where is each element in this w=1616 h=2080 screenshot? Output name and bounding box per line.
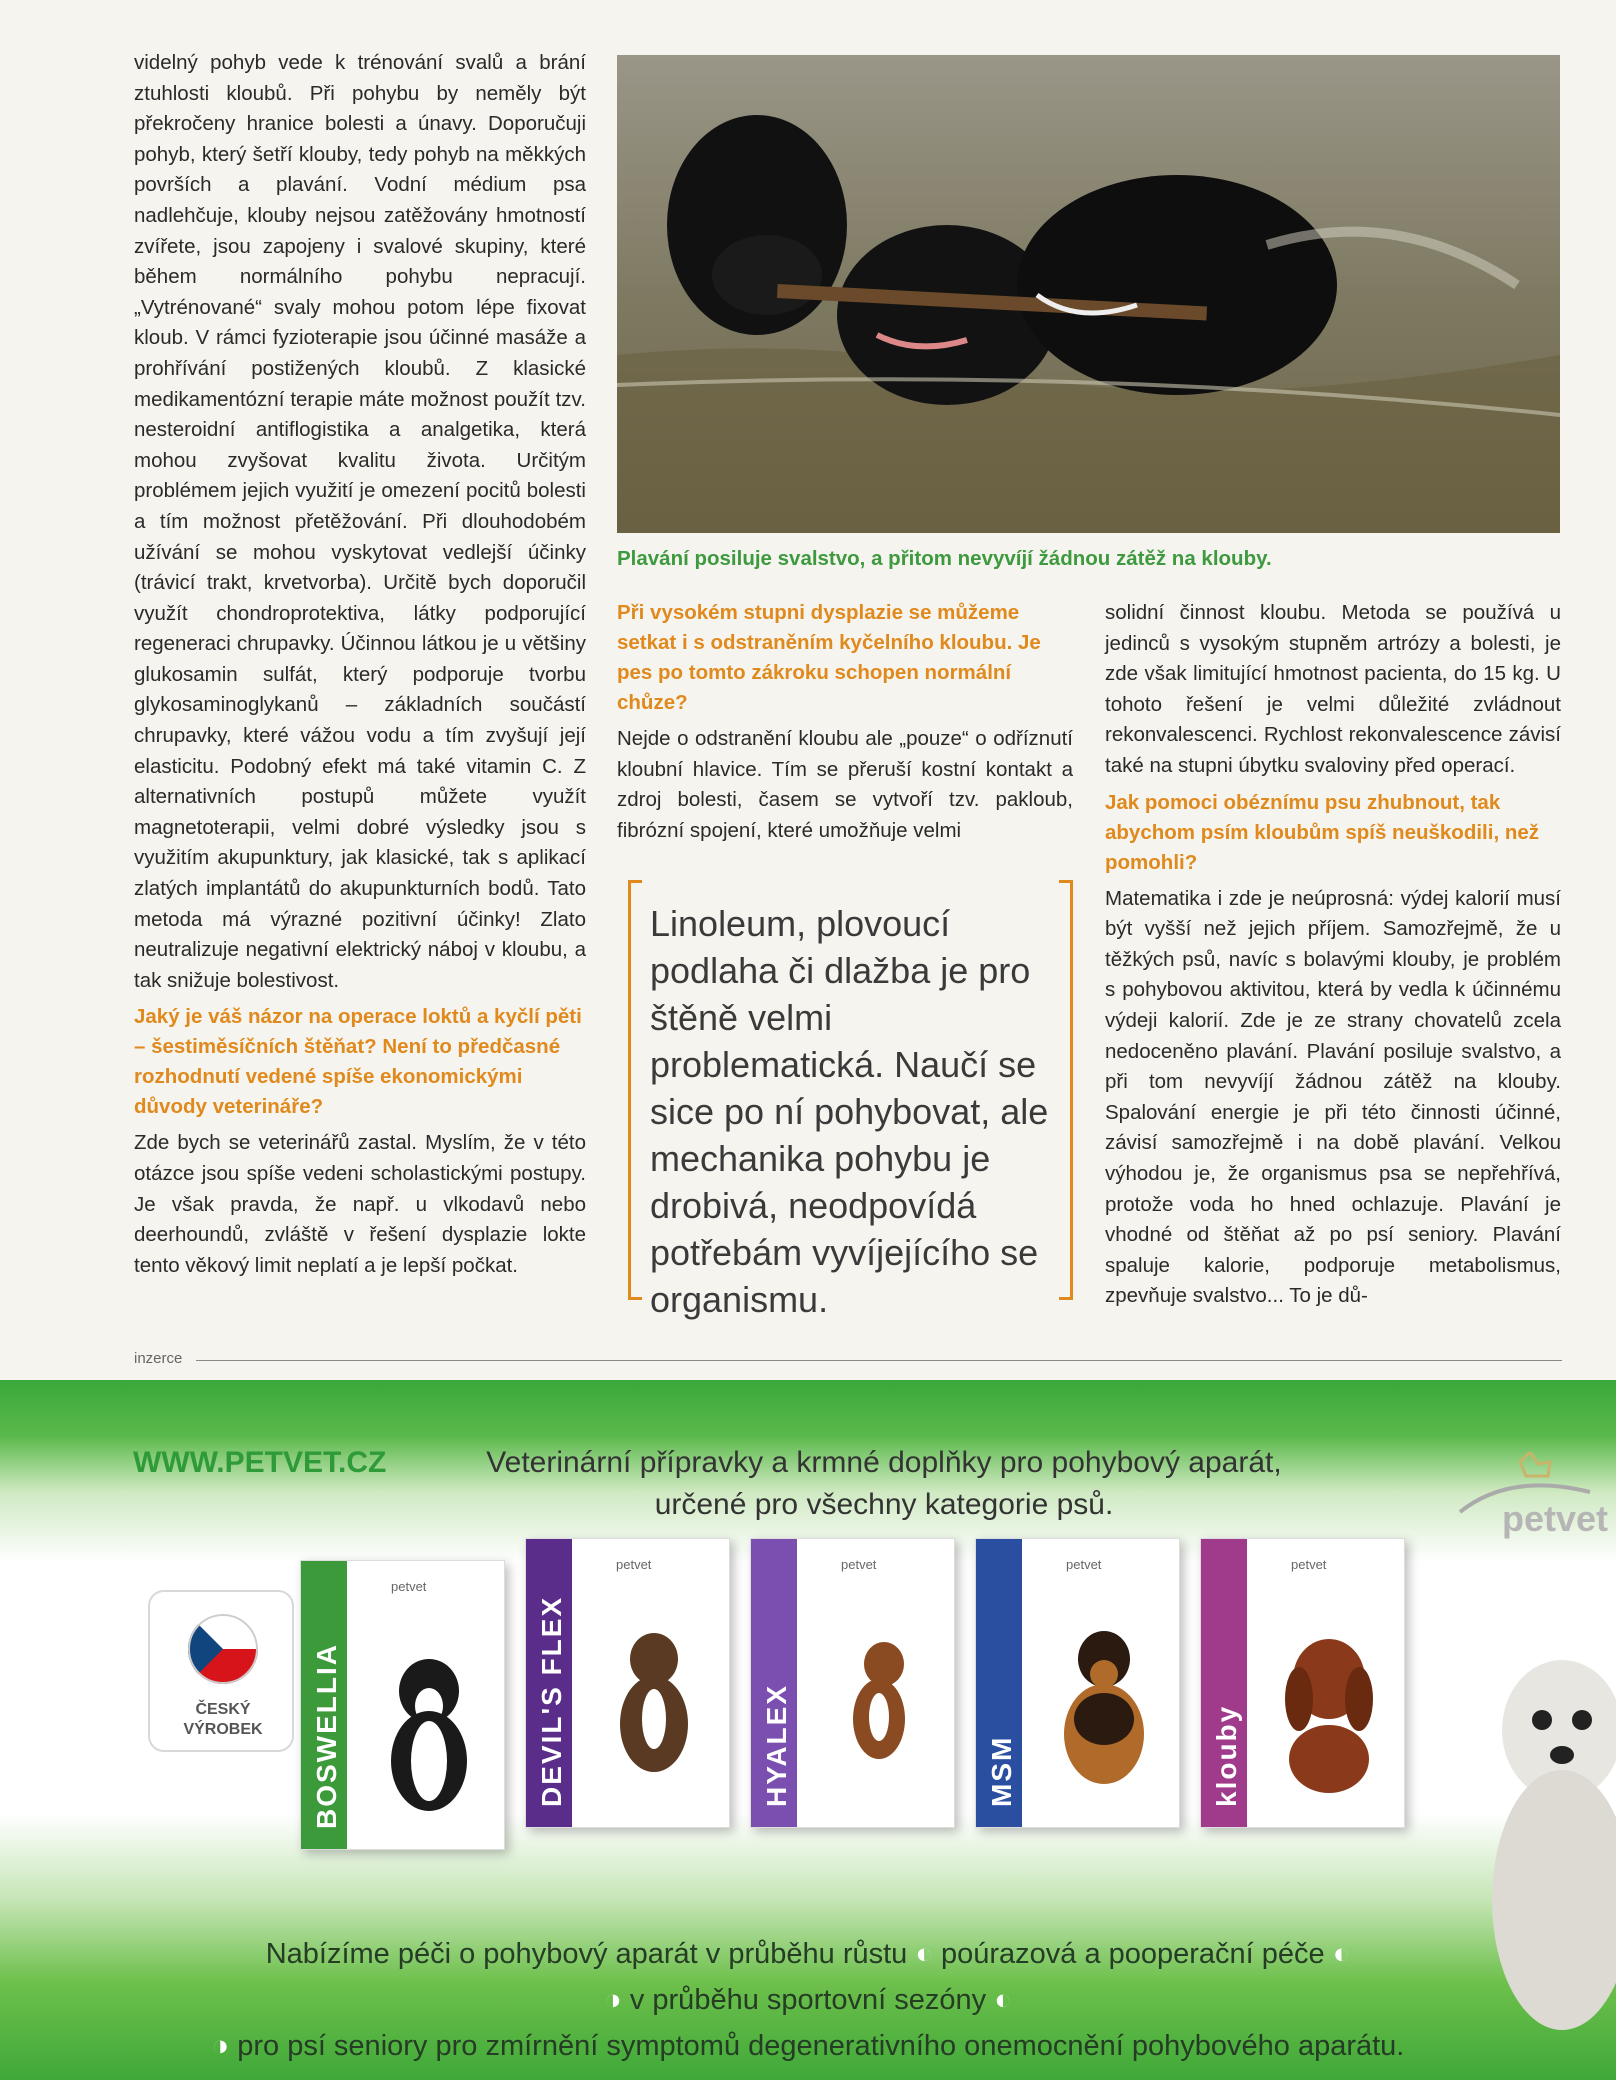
czech-product-badge <box>148 1590 294 1752</box>
advertisement-label: inzerce <box>134 1350 183 1367</box>
left-column-text: videlný pohyb vede k trénování svalů a brání ztuhlosti kloubů. Při pohybu by neměly být překročeny hranice bolesti a únavy. Doporučuji pohyb, který šetří klouby, tedy pohyb na měkkých površích a plavání. Vodní médium psa nadlehčuje, klouby nejsou zatěžovány hmotností zvířete, jsou zapojeny i svalové skupiny, které během normálního pohybu nepracují. „Vytrénované“ svaly mohou potom lépe fixovat kloub. V rámci fyzioterapie jsou účinné masáže a prohřívání postižených kloubů. Z klasické medikamentózní terapie máte možnost použít tzv. nesteroidní antiflogistika a analgetika, která mohou zvyšovat kvalitu života. Určitým problémem jejich využití je omezení pocitů bolesti a tím možnost přetěžování. Při dlouhodobém užívání se mohou vyskytovat vedlejší účinky (trávicí trakt, krvetvorba). Určitě bych doporučil využít chondroprotektiva, látky podporující regeneraci chrupavky. Účinnou látkou je u většiny glukosamin sulfát, který podporuje tvorbu glykosaminoglykanů – základních součástí chrupavky, které vážou vodu a tím zvyšují její elasticitu. Podobný efekt má také vitamin C. Z alternativních postupů můžete využít magnetoterapii, velmi dobré výsledky jsou s využitím akupunktury, jak klasické, tak s aplikací zlatých implantátů do akupunkturních bodů. Tato metoda má výrazné pozitivní účinky! Zlato neutralizuje negativní elektrický náboj v kloubu, a tak snižuje bolestivost. <box>134 51 586 992</box>
badge-line-2: VÝROBEK <box>183 1721 263 1738</box>
question-hip: Při vysokém stupni dysplazie se můžeme setkat i s odstraněním kyčelního kloubu. Je pes po tomto zákroku schopen normální chůze? <box>617 601 1041 714</box>
german-shepherd-icon <box>1034 1609 1174 1799</box>
middle-column <box>617 598 1073 852</box>
answer-elbows: Zde bych se veterinářů zastal. Myslím, že v této otázce jsou spíše vedeni scholastickými postupy. Je však pravda, že např. u vlkodavů nebo deerhoundů, zvláště v řešení dysplazie lokte tento věkový limit neplatí a je lepší počkat. <box>134 1131 586 1277</box>
product-brand: petvet <box>1291 1557 1327 1572</box>
pull-quote-bracket-left <box>628 880 642 1300</box>
pull-quote-text: Linoleum, plovoucí podlaha či dlažba je pro štěně velmi problematická. Naučí se sice po ní pohybovat, ale mechanika pohybu je drobivá, neodpovídá potřebám vyvíjejícího se organismu. <box>650 903 1049 1320</box>
product-brand: petvet <box>1066 1557 1102 1572</box>
border-collie-icon <box>359 1631 499 1821</box>
dogs-illustration <box>617 55 1560 533</box>
product-box-hyalex <box>750 1538 955 1828</box>
ad-footer-line-1 <box>0 1934 1616 1974</box>
product-name: BOSWELLIA <box>311 1643 342 1829</box>
swimming-dogs-photo <box>617 55 1560 533</box>
ad-footer-text-3: pro psí seniory pro zmírnění symptomů degenerativního onemocnění pohybového aparátu. <box>237 2030 1405 2062</box>
answer-hip: Nejde o odstranění kloubu ale „pouze“ o odříznutí kloubní hlavice. Tím se přeruší kostní kontakt a zdroj bolesti, časem se vytvoří tzv. pakloub, fibrózní spojení, které umožňuje velmi <box>617 727 1073 842</box>
product-box-boswellia <box>300 1560 505 1850</box>
right-column <box>1105 598 1561 1318</box>
product-box-klouby <box>1200 1538 1405 1828</box>
petvet-advertisement <box>0 1380 1616 2080</box>
product-box-msm <box>975 1538 1180 1828</box>
product-brand: petvet <box>391 1579 427 1594</box>
product-name: klouby <box>1211 1704 1242 1807</box>
ad-headline-2: určené pro všechny kategorie psů. <box>654 1488 1114 1521</box>
petvet-logo-text: petvet <box>1502 1498 1609 1539</box>
left-column <box>134 48 586 1287</box>
pull-quote-bracket-right <box>1059 880 1073 1300</box>
product-name: HYALEX <box>761 1683 792 1807</box>
right-column-intro: solidní činnost kloubu. Metoda se používá u jedinců s vysokým stupněm artrózy a bolesti, je zde však limitující hmotnost pacienta, do 15 kg. U tohoto řešení je velmi důležité zvládnout rekonvalescenci. Rychlost rekonvalescence závisí také na stupni úbytku svaloviny před operací. <box>1105 601 1561 777</box>
pull-quote <box>628 880 1073 1320</box>
bullet-icon: ◑ <box>604 1984 630 2016</box>
ad-footer-text-1a: Nabízíme péči o pohybový aparát v průběhu růstu <box>265 1938 908 1970</box>
bullet-icon: ◐ <box>994 1984 1012 2016</box>
divider-line <box>196 1360 1562 1361</box>
badge-line-1: ČESKÝ <box>195 1701 251 1718</box>
ad-footer-text-2: v průběhu sportovní sezóny <box>629 1984 987 2016</box>
ad-url[interactable]: WWW.PETVET.CZ <box>133 1446 387 1479</box>
ad-footer-text-1b: poúrazová a pooperační péče <box>940 1938 1325 1970</box>
photo-caption: Plavání posiluje svalstvo, a přitom nevyvíjí žádnou zátěž na klouby. <box>617 547 1272 570</box>
product-brand: petvet <box>841 1557 877 1572</box>
product-boxes <box>280 1530 1420 1980</box>
product-name: MSM <box>986 1735 1017 1807</box>
question-elbows: Jaký je váš názor na operace loktů a kyčlí pěti – šestiměsíčních štěňat? Není to předčasné rozhodnutí vedené spíše ekonomickými důvody veterináře? <box>134 1005 582 1119</box>
product-name: DEVIL'S FLEX <box>536 1595 567 1807</box>
ad-headline-1: Veterinární přípravky a krmné doplňky pro pohybový aparát, <box>486 1446 1282 1479</box>
bullet-icon: ◐ <box>915 1938 941 1970</box>
ad-footer-line-2 <box>0 1980 1616 2020</box>
jumping-dog-icon <box>809 1609 949 1799</box>
answer-obesity: Matematika i zde je neúprosná: výdej kalorií musí být vyšší než jejich příjem. Samozřejmě, že u těžkých psů, navíc s bolavými klouby, je problém s pohybovou aktivitou, která by vedla k účinnému výdeji kalorií. Zde je ze strany chovatelů zcela nedoceněno plavání. Plavání posiluje svalstvo, a při tom nevyvíjí žádnou zátěž na klouby. Spalování energie je při této činnosti účinné, závisí samozřejmě i na době plavání. Velkou výhodou je, že organismus psa se nepřehřívá, protože voda ho hned ochlazuje. Plavání je vhodné od štěňat až po psí seniory. Plavání spaluje kalorie, podporuje metabolismus, zpevňuje svalstvo... To je dů- <box>1105 886 1561 1308</box>
bullet-icon: ◑ <box>211 2030 238 2062</box>
product-box-devils-flex <box>525 1538 730 1828</box>
czech-flag-icon <box>188 1614 258 1684</box>
question-obesity: Jak pomoci obéznímu psu zhubnout, tak abychom psím kloubům spíš neuškodili, než pomohli? <box>1105 790 1540 874</box>
running-dog-icon <box>584 1609 724 1799</box>
spaniel-icon <box>1259 1609 1399 1799</box>
ad-footer-line-3 <box>0 2026 1616 2066</box>
bullet-icon: ◐ <box>1332 1938 1351 1970</box>
product-brand: petvet <box>616 1557 652 1572</box>
